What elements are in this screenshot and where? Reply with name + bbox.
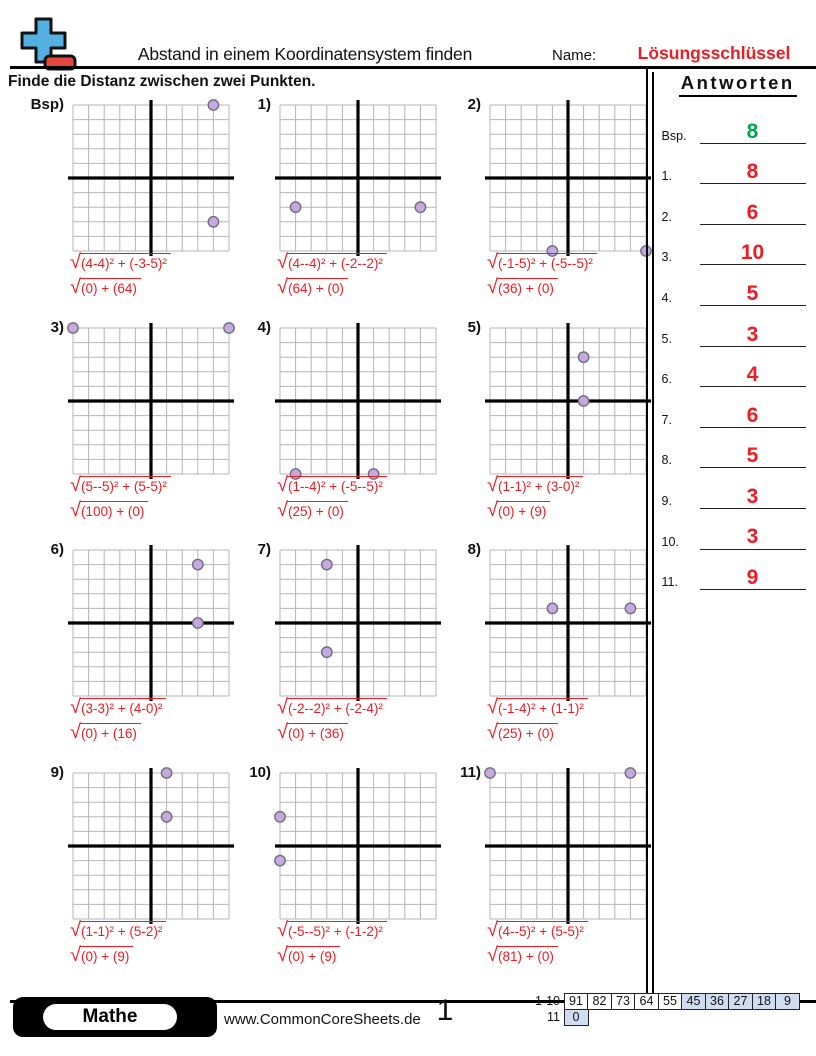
answer-blank-line [700,526,806,549]
coordinate-grid [73,550,229,696]
score-cell: 36 [705,993,730,1010]
radical-sign: √ [70,918,81,941]
problem-label: 1) [257,96,271,113]
data-point [193,618,203,628]
radical-sign: √ [70,696,81,718]
problem-label: 2) [467,96,481,113]
brand-name: Mathe [43,1004,177,1030]
radical-sign: √ [70,721,81,743]
radical-sign: √ [277,251,288,273]
coordinate-grid [490,105,646,251]
coordinate-grid [490,550,646,696]
answer-row [662,306,815,347]
problem-9 [8,763,236,986]
formula-expression: (-1-4)² + (1-1)² [497,698,588,716]
distance-formula-step1 [277,473,387,496]
score-cell: 0 [564,1009,589,1026]
formula-expression: (-2--2)² + (-2-4)² [287,698,387,716]
distance-formula-step2 [487,723,558,741]
problem-8 [446,540,656,763]
distance-formula-step1 [277,698,387,716]
problem-label: 11) [460,763,481,781]
answer-row [662,103,815,144]
problem-4 [236,318,446,541]
answer-blank-line [700,242,806,265]
formula-expression: (25) + (0) [287,501,348,519]
problem-bsp [8,95,236,318]
radical-sign: √ [277,498,288,521]
data-point [275,811,285,821]
data-point [322,647,332,657]
answer-number: 6. [661,372,672,387]
answer-value: 3 [746,525,759,549]
score-cell: 18 [752,993,777,1010]
answer-row [662,184,815,225]
coordinate-grid [280,328,436,474]
answer-key-label: Lösungsschlüssel [637,43,791,63]
answer-row [662,144,815,185]
radical-sign: √ [70,498,81,521]
answer-blank-line [700,486,806,509]
formula-expression: (100) + (0) [80,501,148,519]
answer-value: 9 [746,566,759,590]
problem-label: 8) [467,541,481,558]
radical-sign: √ [70,276,81,298]
answer-row [662,265,815,306]
coordinate-grid [490,328,646,474]
answer-number: 9. [661,493,672,508]
data-point [224,322,234,332]
answer-blank-line [700,405,806,428]
answers-list [662,103,815,590]
answer-row [662,347,815,388]
answer-row [662,468,815,509]
answer-number: 2. [661,209,672,224]
problem-label: 7) [257,541,271,558]
distance-formula-step2 [70,943,133,966]
score-row [526,1009,800,1026]
problem-label: 10) [249,763,271,781]
data-point [290,202,300,212]
radical-sign: √ [487,473,498,496]
distance-formula-step1 [70,918,166,941]
formula-expression: (1-1)² + (5-2)² [80,921,166,939]
problems-grid [8,95,648,985]
radical-sign: √ [487,276,498,298]
answer-value: 4 [746,363,759,387]
answer-number: 1. [661,169,672,184]
formula-expression: (4-4)² + (-3-5)² [80,253,171,271]
distance-formula-step1 [277,918,387,941]
radical-sign: √ [70,943,81,966]
radical-sign: √ [277,918,288,941]
formula-expression: (0) + (9) [287,946,340,964]
coordinate-grid [490,773,646,919]
answers-panel [646,68,816,1000]
problem-label: 3) [50,318,64,336]
coordinate-grid [280,105,436,251]
score-cell: 64 [634,993,659,1010]
distance-formula-step1 [70,253,171,271]
answer-number: 4. [661,290,672,305]
formula-expression: (81) + (0) [497,946,558,964]
formula-expression: (1-1)² + (3-0)² [497,476,583,494]
data-point [193,559,203,569]
answer-number: 11. [661,575,678,590]
data-point [322,559,332,569]
data-point [578,395,588,405]
answer-blank-line [700,121,806,144]
answer-number: 3. [661,250,672,265]
instruction-text: Finde die Distanz zwischen zwei Punkten. [8,73,316,90]
data-point [161,811,171,821]
answers-title [662,72,815,97]
distance-formula-step1 [277,253,387,271]
brand-badge [13,997,217,1037]
formula-expression: (5--5)² + (5-5)² [80,476,171,494]
answer-value: 5 [746,444,759,468]
answer-value: 6 [746,200,759,224]
answer-number: 8. [661,453,672,468]
problem-2 [446,95,656,318]
radical-sign: √ [277,473,288,496]
answer-blank-line [700,445,806,468]
distance-formula-step2 [277,278,348,296]
formula-expression: (1--4)² + (-5--5)² [287,476,387,494]
score-cell: 91 [564,993,589,1010]
score-row-label: 11 [547,1009,560,1024]
coordinate-grid [73,328,229,474]
score-cell: 9 [775,993,800,1010]
problem-5 [446,318,656,541]
distance-formula-step1 [70,698,166,716]
data-point [161,767,171,777]
answer-row [662,550,815,591]
data-point [547,603,557,613]
answer-row [662,509,815,550]
coordinate-grid [73,773,229,919]
website-text: www.CommonCoreSheets.de [224,1011,421,1028]
distance-formula-step1 [487,253,597,271]
radical-sign: √ [277,721,288,743]
answer-row [662,387,815,428]
answer-value: 10 [740,241,765,265]
formula-expression: (25) + (0) [497,723,558,741]
score-cell: 27 [728,993,753,1010]
score-row-label: 1-10 [534,994,560,1008]
answer-blank-line [700,161,806,184]
answer-row [662,225,815,266]
radical-sign: √ [487,696,498,718]
formula-expression: (-1-5)² + (-5--5)² [497,253,597,271]
answer-number: 10. [661,534,679,549]
problem-6 [8,540,236,763]
formula-expression: (3-3)² + (4-0)² [80,698,166,716]
answer-number: 5. [661,331,672,346]
problem-7 [236,540,446,763]
answer-number: 7. [661,412,672,427]
distance-formula-step2 [70,498,148,521]
data-point [275,855,285,865]
distance-formula-step2 [487,498,550,521]
data-point [578,352,588,362]
problem-1 [236,95,446,318]
answer-blank-line [700,364,806,387]
formula-expression: (0) + (9) [497,501,550,519]
radical-sign: √ [70,251,81,273]
name-label: Name: [552,47,597,64]
data-point [208,217,218,227]
distance-formula-step2 [70,278,141,296]
problem-label: 6) [50,541,64,558]
distance-formula-step1 [487,918,588,941]
answer-value: 5 [746,281,759,305]
radical-sign: √ [277,276,288,298]
formula-expression: (0) + (36) [287,723,348,741]
answer-row [662,428,815,469]
problem-label: 4) [257,318,271,336]
distance-formula-step2 [487,278,558,296]
score-cell: 45 [681,993,706,1010]
problem-11 [446,763,656,986]
radical-sign: √ [70,473,81,496]
answer-value: 8 [746,160,759,184]
coordinate-grid [280,550,436,696]
distance-formula-step2 [277,723,348,741]
formula-expression: (0) + (64) [80,278,141,296]
answer-value: 6 [746,403,759,427]
distance-formula-step1 [70,473,171,496]
distance-formula-step1 [487,698,588,716]
answer-number: Bsp. [661,128,687,143]
radical-sign: √ [487,721,498,743]
data-point [485,767,495,777]
data-point [625,767,635,777]
worksheet-title: Abstand in einem Koordinatensystem finden [137,44,473,64]
formula-expression: (36) + (0) [497,278,558,296]
data-point [208,100,218,110]
answer-value: 3 [746,322,759,346]
radical-sign: √ [277,696,288,718]
radical-sign: √ [487,918,498,941]
problem-label: Bsp) [30,96,64,113]
data-point [68,322,78,332]
score-cell: 55 [658,993,683,1010]
answer-blank-line [700,283,806,306]
distance-formula-step2 [277,943,340,966]
answer-value: 8 [746,119,759,143]
answer-blank-line [700,567,806,590]
formula-expression: (-5--5)² + (-1-2)² [287,921,387,939]
distance-formula-step2 [70,723,141,741]
radical-sign: √ [277,943,288,966]
radical-sign: √ [487,251,498,273]
score-cell: 82 [587,993,612,1010]
answer-value: 3 [746,484,759,508]
answer-blank-line [700,202,806,225]
answers-title-text: Antworten [679,72,797,97]
distance-formula-step2 [487,943,558,966]
coordinate-grid [73,105,229,251]
score-cell: 73 [611,993,636,1010]
page-number: 1 [436,994,454,1027]
formula-expression: (4--4)² + (-2--2)² [287,253,387,271]
formula-expression: (4--5)² + (5-5)² [497,921,588,939]
score-table [526,993,800,1024]
problem-3 [8,318,236,541]
distance-formula-step2 [277,498,348,521]
distance-formula-step1 [487,473,583,496]
data-point [625,603,635,613]
problem-10 [236,763,446,986]
radical-sign: √ [487,498,498,521]
problem-label: 5) [467,318,481,336]
answers-panel-inner [652,72,816,1004]
problem-label: 9) [50,763,64,781]
answer-blank-line [700,324,806,347]
formula-expression: (64) + (0) [287,278,348,296]
data-point [415,202,425,212]
score-row [526,993,800,1010]
formula-expression: (0) + (9) [80,946,133,964]
formula-expression: (0) + (16) [80,723,141,741]
coordinate-grid [280,773,436,919]
radical-sign: √ [487,943,498,966]
